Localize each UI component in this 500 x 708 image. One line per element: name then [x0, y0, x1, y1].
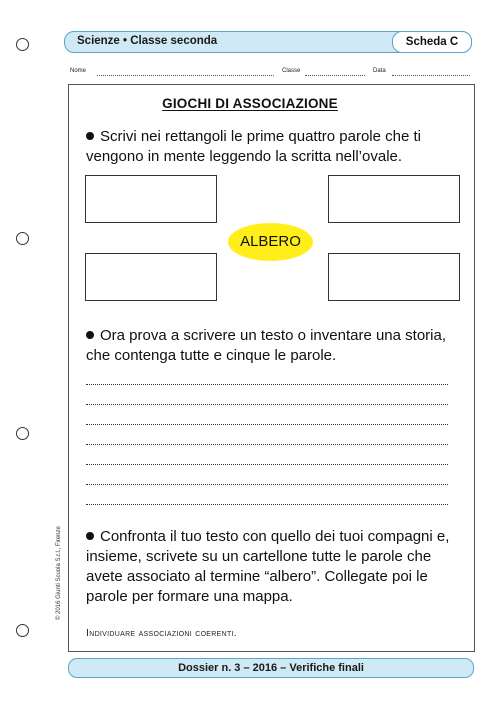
instruction-1-text: Scrivi nei rettangoli le prime quattro parole che ti vengono in mente leggendo la scritta nell’ovale.	[86, 128, 421, 165]
subject-label: Scienze • Classe seconda	[77, 35, 218, 47]
copyright-notice: © 2016 Giunti Scuola S.r.l., Firenze	[56, 526, 62, 620]
instruction-2	[86, 326, 458, 366]
instruction-2-text: Ora prova a scrivere un testo o inventare una storia, che contenga tutte e cinque le parole.	[86, 327, 447, 364]
keyword-oval: ALBERO	[228, 223, 313, 261]
instruction-3	[86, 527, 458, 607]
binder-hole-2	[16, 232, 29, 245]
date-field[interactable]	[392, 75, 470, 76]
sheet-badge: Scheda C	[392, 31, 472, 53]
binder-hole-1	[16, 38, 29, 51]
footer-bar: Dossier n. 3 – 2016 – Verifiche finali	[68, 658, 474, 678]
binder-hole-3	[16, 427, 29, 440]
word-box-bottom-left[interactable]	[85, 253, 217, 301]
word-box-top-left[interactable]	[85, 175, 217, 223]
student-info-row	[70, 68, 472, 80]
bullet-icon	[86, 331, 94, 339]
bullet-icon	[86, 132, 94, 140]
learning-objective: Individuare associazioni coerenti.	[86, 627, 237, 639]
class-label: Classe	[282, 68, 301, 74]
word-box-top-right[interactable]	[328, 175, 460, 223]
binder-hole-4	[16, 624, 29, 637]
page-title: GIOCHI DI ASSOCIAZIONE	[162, 96, 338, 111]
writing-line-4[interactable]	[86, 444, 448, 445]
writing-line-1[interactable]	[86, 384, 448, 385]
bullet-icon	[86, 532, 94, 540]
name-label: Nome	[70, 68, 87, 74]
writing-line-5[interactable]	[86, 464, 448, 465]
class-field[interactable]	[305, 75, 365, 76]
writing-line-6[interactable]	[86, 484, 448, 485]
instruction-1	[86, 127, 458, 167]
date-label: Data	[373, 68, 386, 74]
writing-line-2[interactable]	[86, 404, 448, 405]
writing-line-7[interactable]	[86, 504, 448, 505]
word-box-bottom-right[interactable]	[328, 253, 460, 301]
header-bar	[64, 31, 472, 53]
instruction-3-text: Confronta il tuo testo con quello dei tuoi compagni e, insieme, scrivete su un cartellone tutte le parole che avete associato al termine “albero”. Collegate poi le parole per formare una mappa.	[86, 528, 450, 605]
writing-line-3[interactable]	[86, 424, 448, 425]
name-field[interactable]	[97, 75, 274, 76]
